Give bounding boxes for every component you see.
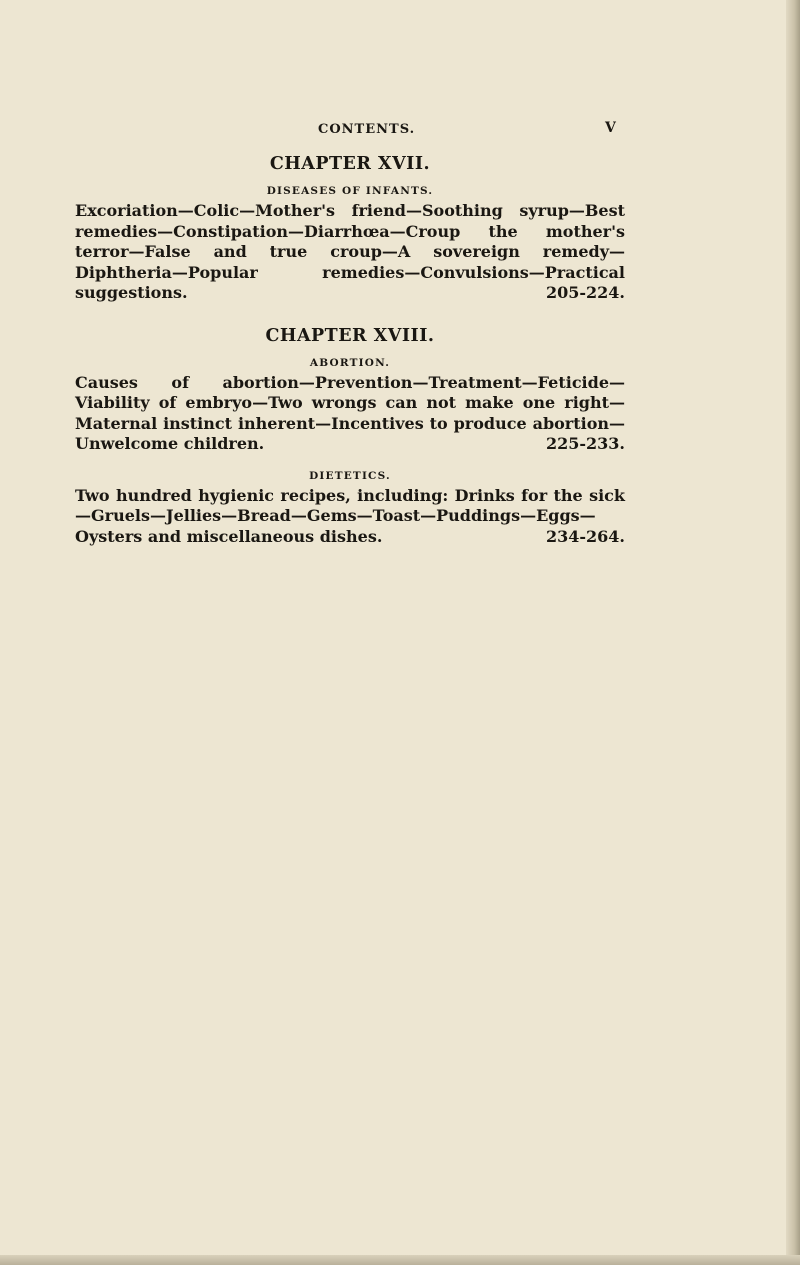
page-numeral: V — [605, 120, 617, 136]
running-head-title: CONTENTS. — [318, 122, 416, 137]
chapter-title: CHAPTER XVIII. — [265, 325, 435, 346]
chapter-title: CHAPTER XVII. — [269, 154, 431, 174]
running-head — [75, 118, 625, 142]
chapter-xviii — [75, 326, 625, 455]
page-range: 234-264. — [545, 526, 625, 546]
chapter-subtitle: DISEASES OF INFANTS. — [266, 185, 434, 197]
summary-text: Two hundred hygienic recipes, including: Drinks for the sick—Gruels—Jellies—Bread—Gems—Toast—Puddings—Eggs—Oysters and miscellaneous dishes. — [75, 485, 625, 546]
page-edge-right — [786, 0, 800, 1265]
chapter-subtitle: ABORTION. — [309, 356, 391, 369]
chapter-summary — [75, 201, 625, 304]
contents-page — [75, 118, 625, 547]
chapter-xvii — [75, 154, 625, 304]
page-range: 225-233. — [545, 434, 625, 453]
page-range: 205-224. — [545, 283, 625, 302]
section-title: DIETETICS. — [309, 469, 391, 482]
summary-text: Excoriation—Colic—Mother's friend—Soothing syrup—Best remedies—Constipation—Diarrhœa—Croup the mother's terror—False and true croup—A sovereign remedy—Diphtheria—Popular remedies—Convulsions—Practical suggestions. — [75, 201, 625, 302]
page-edge-bottom — [0, 1255, 800, 1265]
dietetics-section — [75, 470, 625, 548]
summary-text: Causes of abortion—Prevention—Treatment—Feticide—Viability of embryo—Two wrongs can not make one right—Maternal instinct inherent—Incentives to produce abortion—Unwelcome children. — [75, 372, 625, 453]
chapter-summary — [75, 373, 625, 455]
section-summary — [75, 486, 625, 548]
